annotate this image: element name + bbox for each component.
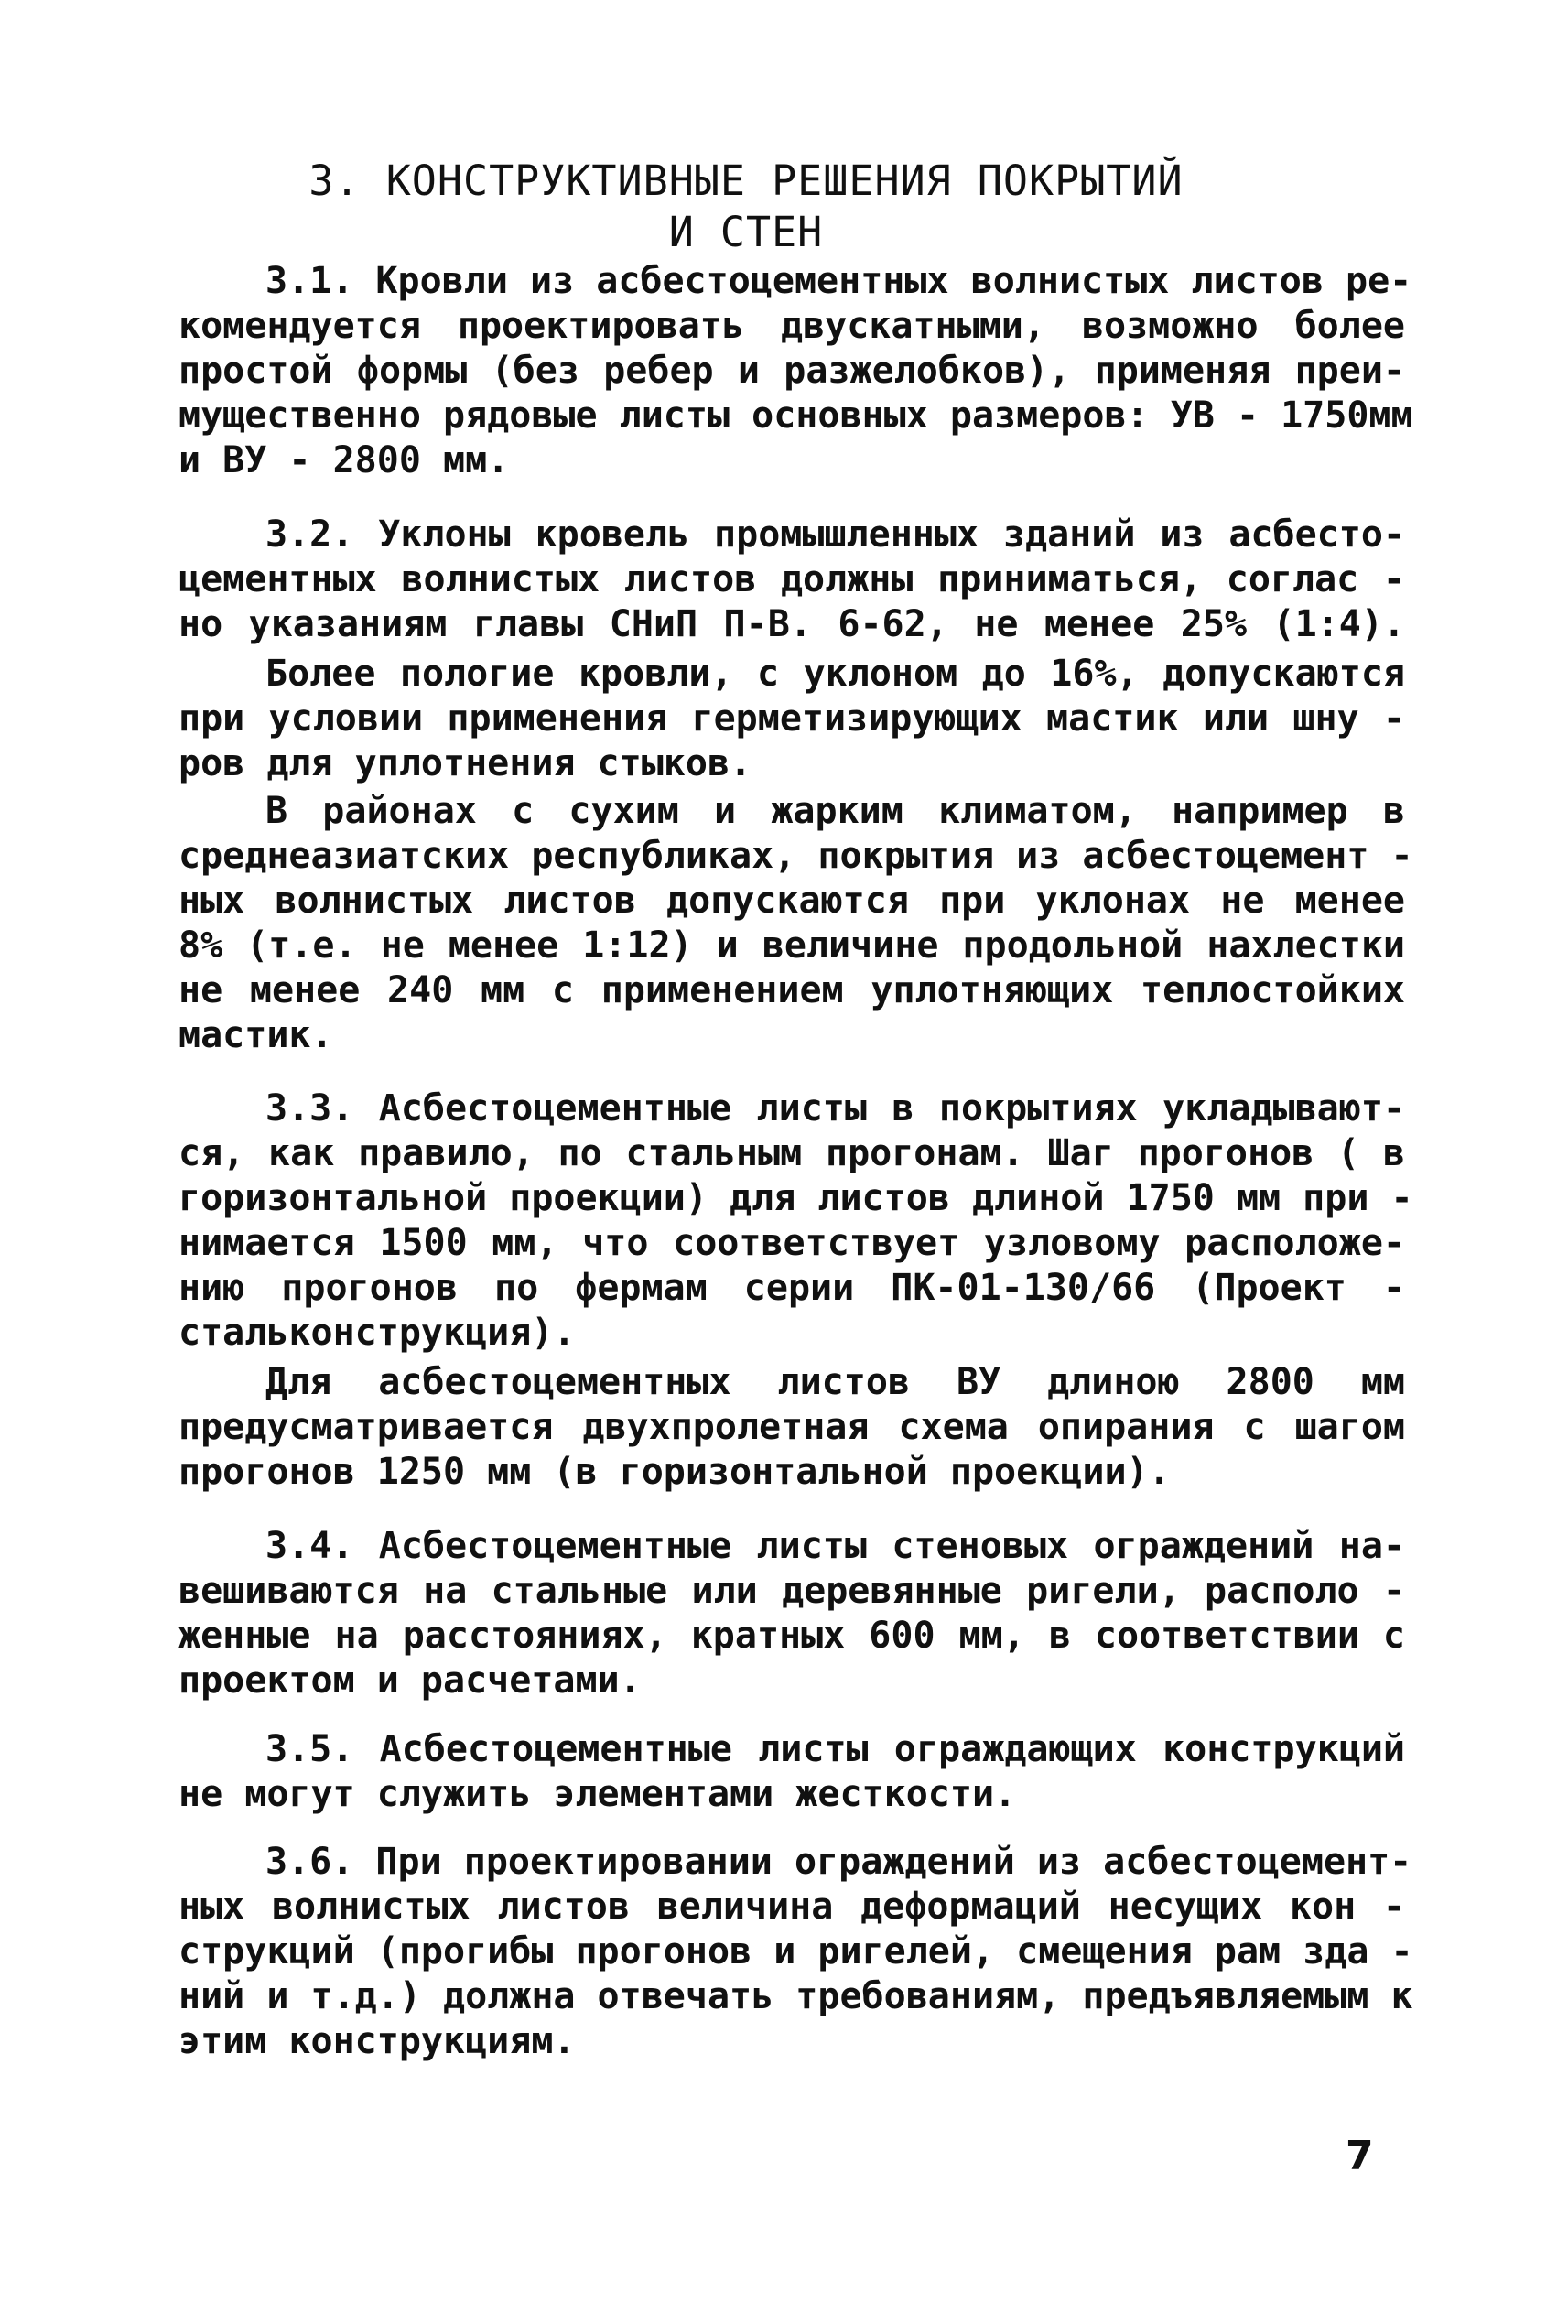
page-number: 7 bbox=[1346, 2133, 1374, 2179]
paragraph-3-2-dry-climate bbox=[178, 789, 1413, 1058]
text-line: и ВУ - 2800 мм. bbox=[178, 439, 510, 481]
text-line: 3.3. Асбестоцементные листы в покрытиях укладывают- bbox=[265, 1087, 1405, 1130]
text-line: горизонтальной проекции) для листов длиной 1750 мм при - bbox=[178, 1177, 1413, 1219]
text-line: ний и т.д.) должна отвечать требованиям, предъявляемым к bbox=[178, 1975, 1413, 2017]
text-line: при условии применения герметизирующих мастик или шну - bbox=[178, 697, 1405, 740]
text-line: но указаниям главы СНиП П-В. 6-62, не менее 25% (1:4). bbox=[178, 603, 1405, 645]
section-heading-line-2: И СТЕН bbox=[668, 208, 824, 256]
text-line: нию прогонов по фермам серии ПК-01-130/66 (Проект - bbox=[178, 1267, 1405, 1309]
text-line: 3.5. Асбестоцементные листы ограждающих конструкций bbox=[265, 1728, 1405, 1770]
text-line: стальконструкция). bbox=[178, 1312, 576, 1354]
text-line: мущественно рядовые листы основных размеров: УВ - 1750мм bbox=[178, 395, 1413, 437]
text-line: не менее 240 мм с применением уплотняющих теплостойких bbox=[178, 969, 1405, 1011]
text-line: вешиваются на стальные или деревянные ригели, располо - bbox=[178, 1570, 1405, 1612]
text-line: ных волнистых листов величина деформаций несущих кон - bbox=[178, 1886, 1405, 1928]
text-line: 3.2. Уклоны кровель промышленных зданий из асбесто- bbox=[265, 513, 1405, 556]
paragraph-3-2 bbox=[178, 513, 1405, 647]
paragraph-3-6 bbox=[178, 1840, 1413, 2064]
text-line: 8% (т.е. не менее 1:12) и величине продольной нахлестки bbox=[178, 924, 1405, 967]
text-line: 3.6. При проектировании ограждений из асбестоцемент- bbox=[265, 1841, 1412, 1883]
section-heading-line-1: 3. КОНСТРУКТИВНЫЕ РЕШЕНИЯ ПОКРЫТИЙ bbox=[308, 157, 1184, 205]
text-line: нимается 1500 мм, что соответствует узловому расположе- bbox=[178, 1222, 1405, 1264]
text-line: Для асбестоцементных листов ВУ длиною 2800 мм bbox=[265, 1361, 1405, 1403]
text-line: Более пологие кровли, с уклоном до 16%, допускаются bbox=[265, 653, 1405, 695]
paragraph-3-5 bbox=[178, 1727, 1405, 1817]
paragraph-3-2-gentle-slopes bbox=[178, 652, 1405, 786]
text-line: В районах с сухим и жарким климатом, например в bbox=[265, 790, 1405, 832]
text-line: ров для уплотнения стыков. bbox=[178, 742, 752, 784]
paragraph-3-3 bbox=[178, 1086, 1413, 1356]
paragraph-3-4 bbox=[178, 1524, 1405, 1703]
text-line: не могут служить элементами жесткости. bbox=[178, 1773, 1017, 1815]
text-line: женные на расстояниях, кратных 600 мм, в соответствии с bbox=[178, 1615, 1405, 1657]
text-line: прогонов 1250 мм (в горизонтальной проекции). bbox=[178, 1451, 1171, 1493]
text-line: ся, как правило, по стальным прогонам. Шаг прогонов ( в bbox=[178, 1132, 1405, 1174]
text-line: комендуется проектировать двускатными, возможно более bbox=[178, 305, 1405, 347]
text-line: струкций (прогибы прогонов и ригелей, смещения рам зда - bbox=[178, 1930, 1413, 1973]
text-line: 3.1. Кровли из асбестоцементных волнистых листов ре- bbox=[265, 260, 1412, 302]
section-heading bbox=[174, 156, 1318, 258]
text-line: предусматривается двухпролетная схема опирания с шагом bbox=[178, 1406, 1405, 1448]
text-line: 3.4. Асбестоцементные листы стеновых ограждений на- bbox=[265, 1525, 1405, 1567]
text-line: простой формы (без ребер и разжелобков), применяя преи- bbox=[178, 350, 1405, 392]
text-line: проектом и расчетами. bbox=[178, 1659, 642, 1702]
text-line: ных волнистых листов допускаются при уклонах не менее bbox=[178, 880, 1405, 922]
paragraph-3-1 bbox=[178, 259, 1413, 483]
text-line: среднеазиатских республиках, покрытия из асбестоцемент - bbox=[178, 835, 1413, 877]
text-line: цементных волнистых листов должны приниматься, соглас - bbox=[178, 558, 1405, 600]
text-line: этим конструкциям. bbox=[178, 2020, 576, 2062]
paragraph-3-3-vu-sheets bbox=[178, 1360, 1405, 1495]
text-line: мастик. bbox=[178, 1014, 333, 1056]
